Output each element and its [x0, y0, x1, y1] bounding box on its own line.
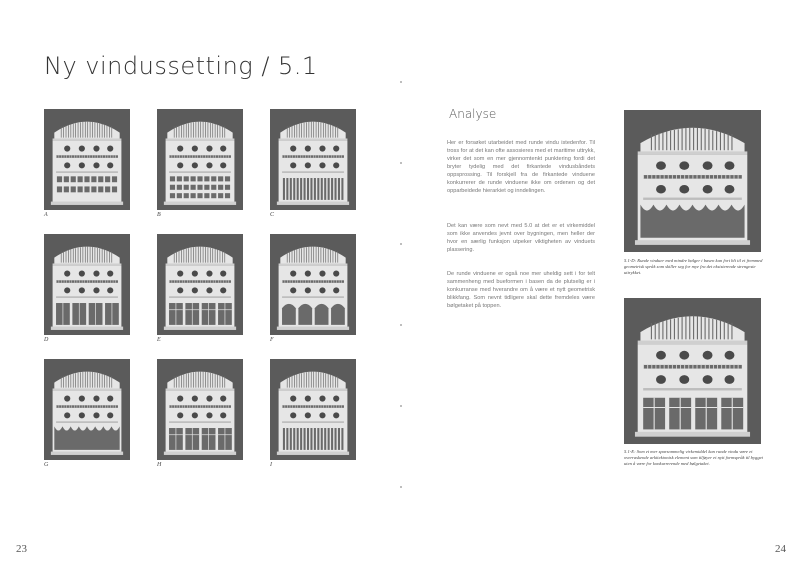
analysis-paragraph: Her er forsøket utarbeidet med runde vindu istedenfor. Til tross for at det kan ofte assosieres med et maritime uttrykk, virker det som en mer gjennomtenkt punktering fordi det bryter tydelig med det firkantede vindusbåndets oppsprossing. Til forskjell fra de firkantede vinduene konkurrerer de runde vinduene ikke om ordenen og det opparbeidede hierarkiet og inndelingen. — [447, 140, 595, 194]
gutter-dot — [400, 162, 402, 164]
caption-bottom: 5.1-E: Som et mer sparsommelig virkemiddel kan runde vindu være et overraskende arkitektonisk element som tilføyer et nytt formspråk til bygget uten å være for konkurrerende med bølgetaket. — [624, 449, 763, 466]
caption-top: 5.1-D: Runde vinduer med mindre bølger i basen kan fort bli til et fremmed geometrisk språk som skiller seg for mye fra det eksisterende strengeste uttrykket. — [624, 258, 763, 275]
page-title: Ny vindussetting / 5.1 — [44, 52, 318, 80]
facade-thumbnail — [44, 359, 130, 460]
facade-image-bottom — [624, 298, 761, 444]
analysis-heading: Analyse — [449, 107, 497, 121]
thumbnail-label: G — [44, 462, 49, 468]
thumbnail-label: C — [270, 212, 275, 218]
facade-thumbnail — [157, 234, 243, 335]
gutter-dot — [400, 81, 402, 83]
gutter-dot — [400, 324, 402, 326]
analysis-paragraph: Det kan være som nevt med 5.0 at det er et virkemiddel som ikke anvendes jevnt over bygningen, men heller der hvor en særlig funksjon utpeker viktigheten av vinduets plassering. — [447, 223, 595, 253]
facade-thumbnail — [270, 234, 356, 335]
gutter-dot — [400, 243, 402, 245]
thumbnail-label: E — [157, 337, 161, 343]
facade-thumbnail — [270, 109, 356, 210]
page-number-right: 24 — [775, 543, 786, 555]
facade-thumbnail — [270, 359, 356, 460]
thumbnail-label: H — [157, 462, 162, 468]
facade-image-top — [624, 110, 761, 252]
thumbnail-label: B — [157, 212, 161, 218]
facade-thumbnail — [44, 234, 130, 335]
thumbnail-label: F — [270, 337, 274, 343]
facade-thumbnail — [157, 359, 243, 460]
thumbnail-label: I — [270, 462, 272, 468]
thumbnail-label: D — [44, 337, 49, 343]
thumbnail-label: A — [44, 212, 48, 218]
gutter-dot — [400, 405, 402, 407]
facade-thumbnail — [157, 109, 243, 210]
gutter-dot — [400, 486, 402, 488]
page-number-left: 23 — [16, 543, 27, 555]
facade-thumbnail — [44, 109, 130, 210]
analysis-paragraph: De runde vinduene er også noe mer uheldig sett i for telt sammenheng med bueformen i basen da de plutselig er i konkurranse med hverandre om å være et nytt geometrisk blikkfang. Som nevnt tidligere skal dette fremdeles være bølgetaket på toppen. — [447, 271, 595, 309]
